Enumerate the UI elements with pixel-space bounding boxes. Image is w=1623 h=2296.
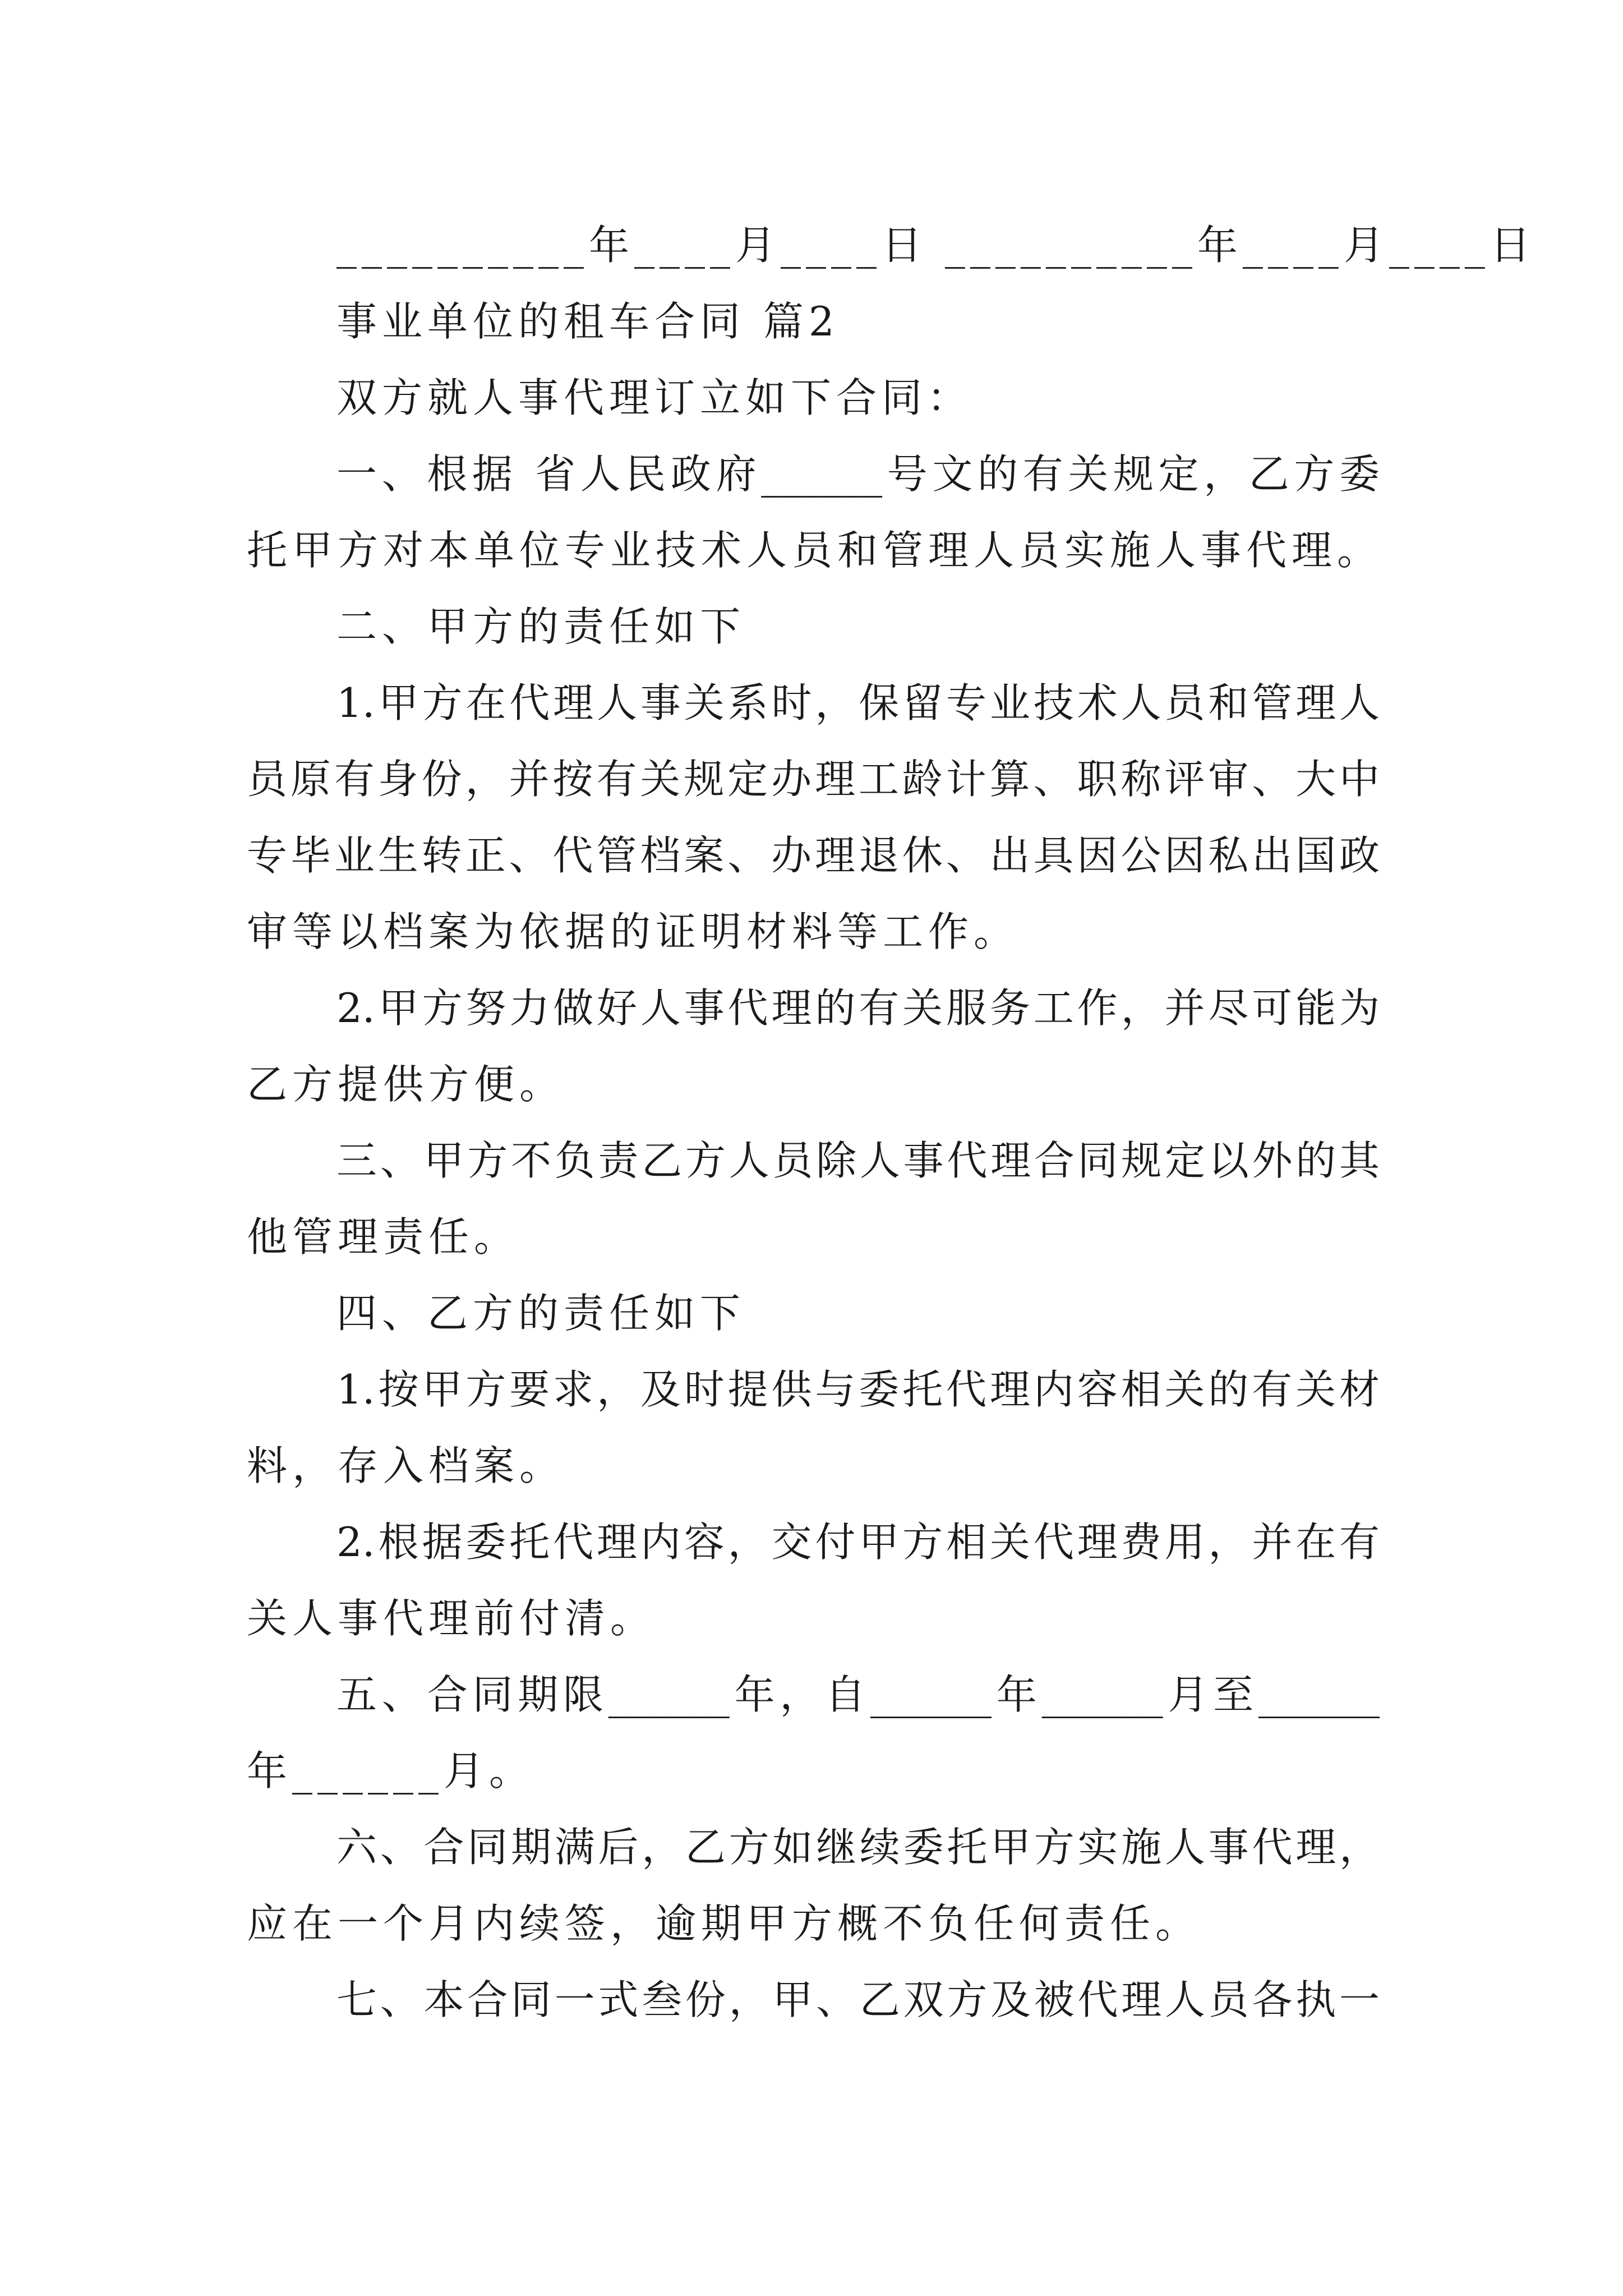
paragraph-line: 审等以档案为依据的证明材料等工作。 <box>247 908 1020 955</box>
paragraph-line: 2.甲方努力做好人事代理的有关服务工作，并尽可能为 <box>336 984 1380 1032</box>
signature-date-line: __________年____月____日 __________年____月____日 <box>336 222 1536 269</box>
paragraph-line: 年______月。 <box>247 1747 535 1795</box>
paragraph-line: 料，存入档案。 <box>247 1442 565 1489</box>
paragraph-line: 他管理责任。 <box>247 1213 520 1260</box>
paragraph-line: 二、甲方的责任如下 <box>336 603 746 650</box>
paragraph-line: 1.甲方在代理人事关系时，保留专业技术人员和管理人 <box>336 679 1380 726</box>
paragraph-line: 一、根据 省人民政府______号文的有关规定，乙方委 <box>336 450 1380 498</box>
paragraph-line: 1.按甲方要求，及时提供与委托代理内容相关的有关材 <box>336 1366 1380 1413</box>
paragraph-line: 应在一个月内续签，逾期甲方概不负任何责任。 <box>247 1900 1201 1947</box>
paragraph-line: 关人事代理前付清。 <box>247 1595 656 1642</box>
paragraph-line: 双方就人事代理订立如下合同： <box>336 374 973 421</box>
paragraph-line: 员原有身份，并按有关规定办理工龄计算、职称评审、大中 <box>247 756 1380 803</box>
paragraph-line: 专毕业生转正、代管档案、办理退休、出具因公因私出国政 <box>247 832 1380 879</box>
paragraph-line: 四、乙方的责任如下 <box>336 1290 746 1337</box>
paragraph-line: 托甲方对本单位专业技术人员和管理人员实施人事代理。 <box>247 527 1383 574</box>
paragraph-line: 六、合同期满后，乙方如继续委托甲方实施人事代理， <box>336 1824 1380 1871</box>
paragraph-line: 2.根据委托代理内容，交付甲方相关代理费用，并在有 <box>336 1519 1380 1566</box>
paragraph-line: 三、甲方不负责乙方人员除人事代理合同规定以外的其 <box>336 1137 1380 1184</box>
paragraph-line: 五、合同期限______年，自______年______月至______ <box>336 1671 1380 1718</box>
paragraph-line: 七、本合同一式叁份，甲、乙双方及被代理人员各执一 <box>336 1976 1380 2023</box>
section-heading: 事业单位的租车合同 篇2 <box>336 298 840 345</box>
paragraph-line: 乙方提供方便。 <box>247 1061 565 1108</box>
